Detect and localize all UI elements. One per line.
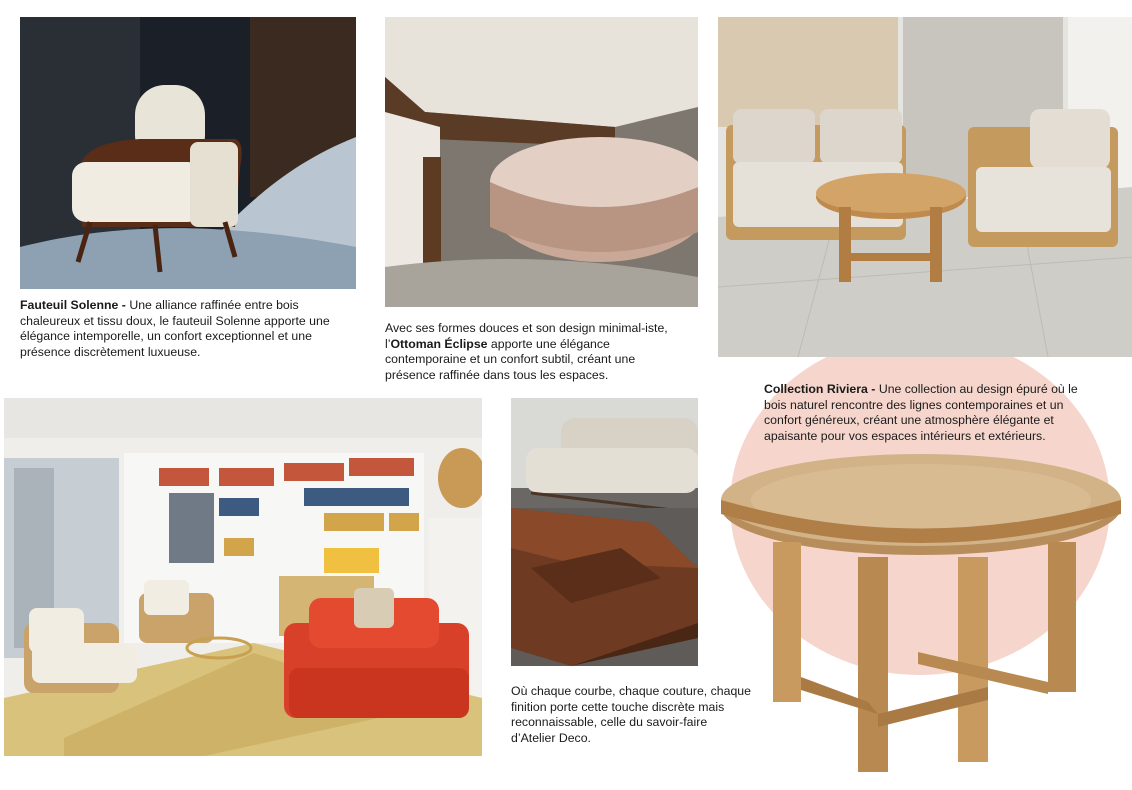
caption-text-riviera: Une collection au design épuré où le bois naturel rencontre des lignes contemporaines et un confort généreux, créant une atmosphère élégante et apaisante pour vos espaces intérieurs et extérieurs. — [764, 382, 1078, 443]
caption-text-eclipse-before: Avec ses formes douces et son design minimal-iste, l’ — [385, 321, 668, 351]
caption-fauteuil-solenne — [20, 298, 356, 360]
caption-ottoman-eclipse — [385, 321, 685, 383]
photo-fauteuil-solenne — [20, 17, 356, 289]
caption-separator: - — [867, 382, 879, 396]
caption-collection-riviera — [764, 382, 1084, 444]
caption-text-solenne: Une alliance raffinée entre bois chaleureux et tissu doux, le fauteuil Solenne apporte une élégance intemporelle, un confort exceptionnel et une présence discrètement luxueuse. — [20, 298, 330, 359]
photo-table-riviera — [718, 452, 1132, 772]
caption-savoir-faire — [511, 684, 751, 746]
caption-separator: - — [118, 298, 130, 312]
product-name-riviera: Collection Riviera — [764, 382, 868, 396]
product-name-solenne: Fauteuil Solenne — [20, 298, 119, 312]
product-name-eclipse: Ottoman Éclipse — [390, 336, 488, 351]
photo-living-room — [4, 398, 482, 756]
caption-text-savoir: Où chaque courbe, chaque couture, chaque finition porte cette touche discrète mais reconnaissable, celle du savoir-faire d’Atelier Deco. — [511, 684, 751, 745]
caption-text-eclipse-after: apporte une élégance contemporaine et un confort subtil, créant une présence raffinée dans tous les espaces. — [385, 336, 636, 382]
photo-ottoman-eclipse — [385, 17, 698, 307]
photo-sofa-coffee-table — [511, 398, 698, 666]
photo-collection-riviera-set — [718, 17, 1132, 357]
